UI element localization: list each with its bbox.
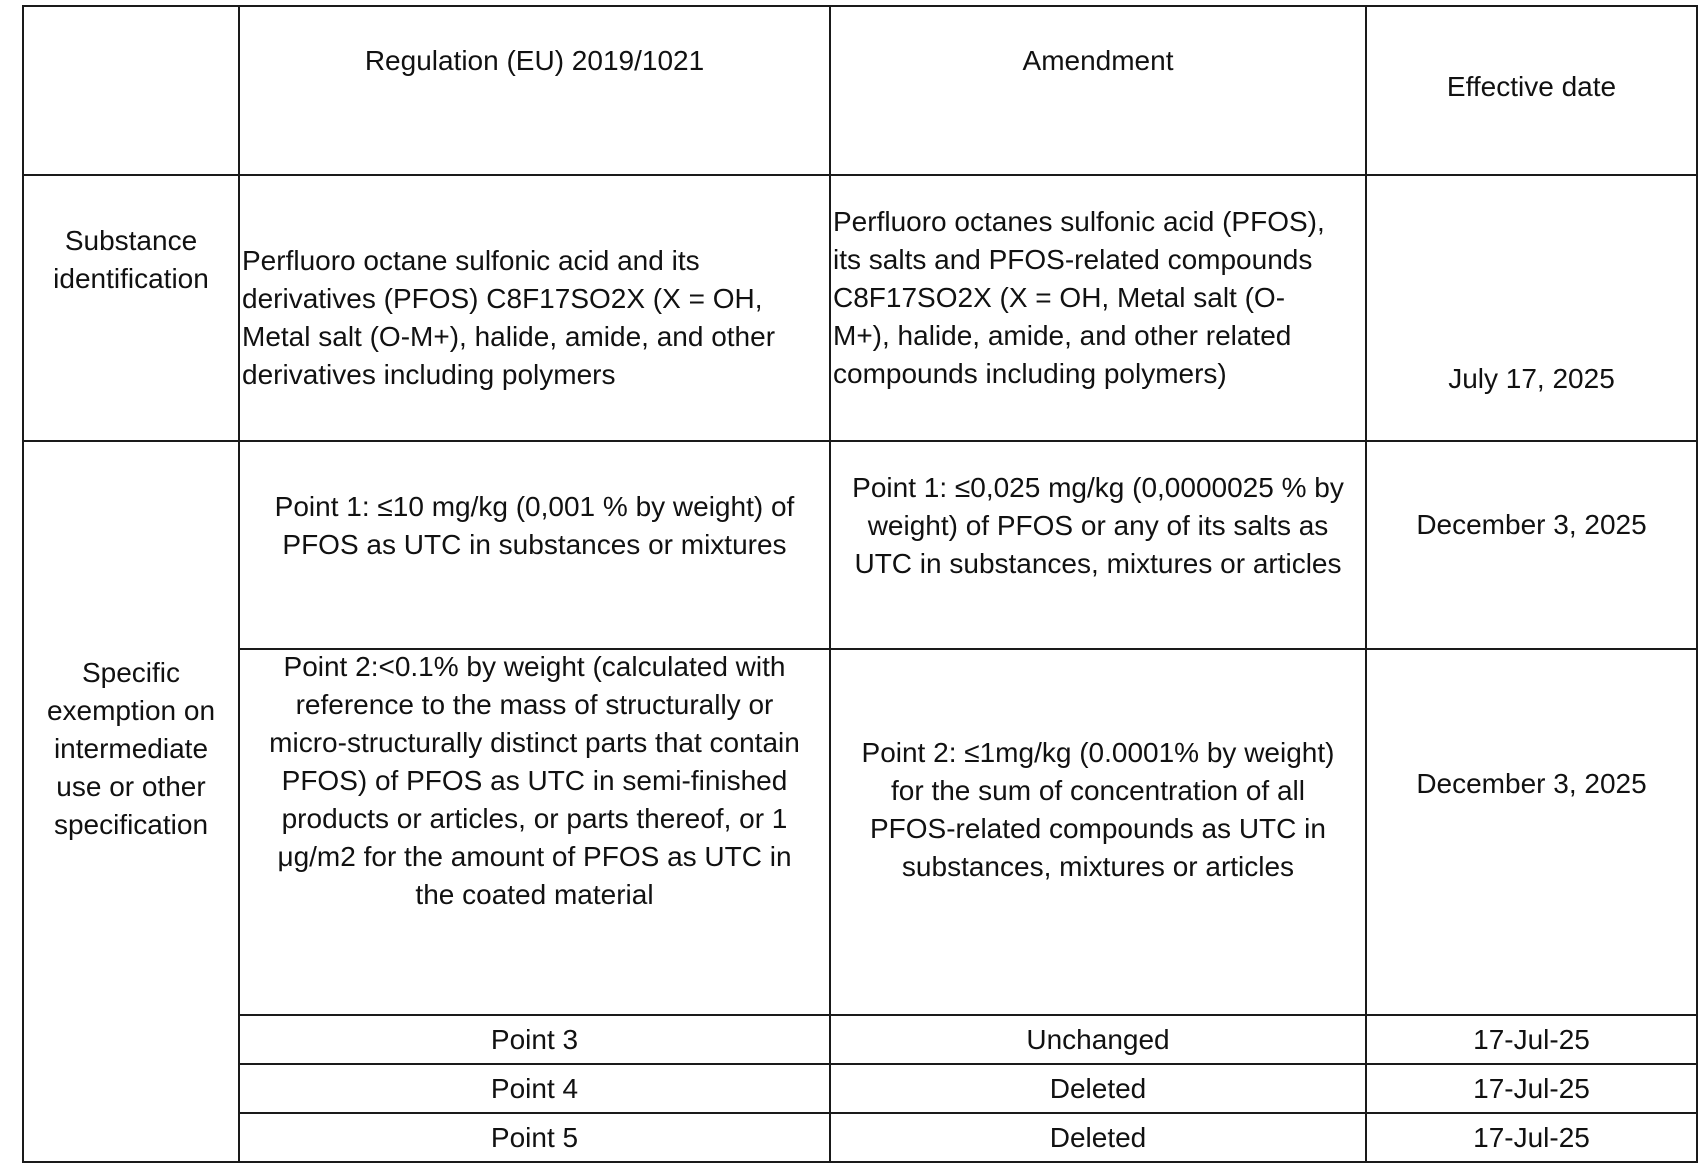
point5-regulation-cell	[240, 1114, 829, 1161]
point1-amendment-cell	[831, 469, 1365, 609]
point3-regulation-text: Point 3	[490, 1023, 579, 1055]
point3-amendment-cell	[831, 1016, 1365, 1063]
point4-regulation-cell	[240, 1065, 829, 1112]
point4-amendment-cell	[831, 1065, 1365, 1112]
substance-identification-label: Substance identification	[53, 225, 209, 294]
header-amendment-cell	[831, 42, 1365, 142]
point1-amendment-text: Point 1: ≤0,025 mg/kg (0,0000025 % by weight) of PFOS or any of its salts as UTC in substances, mixtures or articles	[852, 472, 1344, 579]
point1-regulation-cell	[240, 488, 829, 608]
point4-regulation-text: Point 4	[490, 1072, 579, 1104]
table-row-divider	[22, 174, 1698, 176]
header-amendment: Amendment	[1022, 45, 1174, 76]
point1-effective-cell	[1367, 506, 1696, 566]
point2-effective-date: December 3, 2025	[1416, 768, 1647, 799]
point5-effective-cell	[1367, 1114, 1696, 1161]
point3-amendment-text: Unchanged	[1026, 1023, 1170, 1055]
exemption-label-cell	[24, 654, 238, 884]
point3-effective-cell	[1367, 1016, 1696, 1063]
point5-amendment-text: Deleted	[1049, 1121, 1147, 1153]
point2-effective-cell	[1367, 765, 1696, 825]
table-col-divider	[1365, 5, 1367, 1163]
point4-effective-cell	[1367, 1065, 1696, 1112]
point3-regulation-cell	[240, 1016, 829, 1063]
substance-regulation-cell	[242, 242, 829, 422]
substance-effective-date: July 17, 2025	[1448, 363, 1615, 394]
point5-amendment-cell	[831, 1114, 1365, 1161]
table-border-bottom	[22, 1161, 1698, 1163]
point5-regulation-text: Point 5	[490, 1121, 579, 1153]
header-effective-cell	[1367, 68, 1696, 148]
point2-amendment-cell	[831, 734, 1365, 894]
point1-regulation-text: Point 1: ≤10 mg/kg (0,001 % by weight) of PFOS as UTC in substances or mixtures	[274, 491, 795, 560]
substance-amendment-cell	[833, 203, 1365, 423]
header-regulation: Regulation (EU) 2019/1021	[364, 45, 705, 76]
point4-effective-date: 17-Jul-25	[1473, 1072, 1590, 1104]
point4-amendment-text: Deleted	[1049, 1072, 1147, 1104]
header-corner-cell	[24, 7, 238, 174]
point3-effective-date: 17-Jul-25	[1473, 1023, 1590, 1055]
header-regulation-cell	[240, 42, 829, 142]
table-row-divider	[22, 440, 1698, 442]
point2-regulation-cell	[240, 648, 829, 938]
table-border-top	[22, 5, 1698, 7]
point5-effective-date: 17-Jul-25	[1473, 1121, 1590, 1153]
substance-effective-cell	[1367, 360, 1696, 420]
table-border-right	[1696, 5, 1698, 1163]
point2-amendment-text: Point 2: ≤1mg/kg (0.0001% by weight) for the sum of concentration of all PFOS-related compounds as UTC in substances, mixtures or articles	[861, 737, 1335, 882]
substance-label-cell	[24, 222, 238, 422]
substance-amendment-text: Perfluoro octanes sulfonic acid (PFOS), its salts and PFOS-related compounds C8F17SO2X (X = OH, Metal salt (O- M+), halide, amide, and other related compounds including polymers)	[833, 206, 1325, 389]
point1-effective-date: December 3, 2025	[1416, 509, 1647, 540]
point2-regulation-text: Point 2:<0.1% by weight (calculated with reference to the mass of structurally or micro-structurally distinct parts that contain PFOS) of PFOS as UTC in semi-finished products or articles, or parts thereof, or 1 μg/m2 for the amount of PFOS as UTC in the coated material	[269, 651, 800, 910]
table-border-left	[22, 5, 24, 1163]
specific-exemption-label: Specific exemption on intermediate use or other specification	[46, 657, 216, 840]
header-effective-date: Effective date	[1446, 71, 1617, 102]
substance-regulation-text: Perfluoro octane sulfonic acid and its derivatives (PFOS) C8F17SO2X (X = OH, Metal salt (O-M+), halide, amide, and other derivatives including polymers	[242, 245, 776, 390]
